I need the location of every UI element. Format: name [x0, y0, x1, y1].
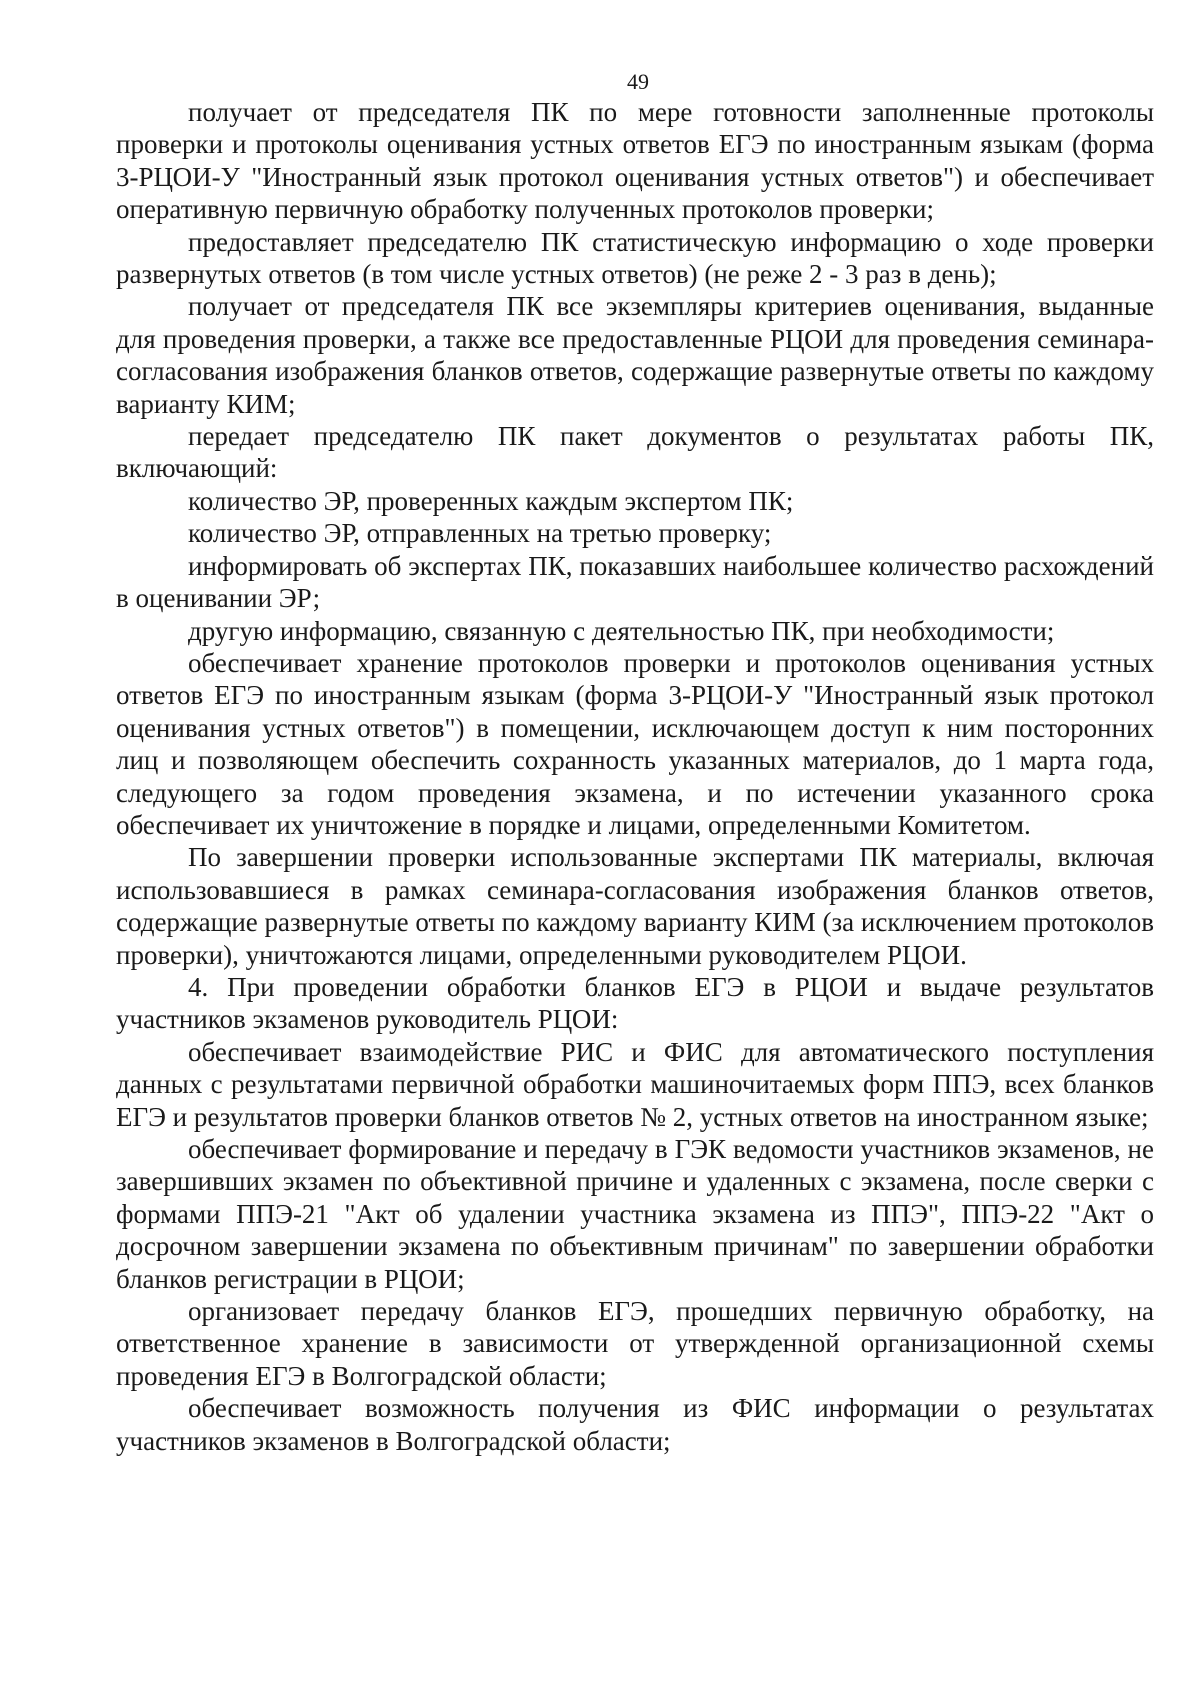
paragraph: количество ЭР, проверенных каждым экспертом ПК; [188, 485, 794, 516]
paragraph: обеспечивает возможность получения из ФИС информации о результатах участников экзаменов в Волгоградской области; [116, 1393, 1154, 1456]
paragraph: получает от председателя ПК по мере готовности заполненные протоколы проверки и протоколы оценивания устных ответов ЕГЭ по иностранным языкам (форма 3-РЦОИ-У "Иностранный язык протокол оценивания устных ответов") и обеспечивает оперативную первичную обработку полученных протоколов проверки; [116, 97, 1154, 225]
paragraph: другую информацию, связанную с деятельностью ПК, при необходимости; [188, 615, 1055, 646]
paragraph: обеспечивает взаимодействие РИС и ФИС для автоматического поступления данных с результатами первичной обработки машиночитаемых форм ППЭ, всех бланков ЕГЭ и результатов проверки бланков ответов № 2, устных ответов на иностранном языке; [116, 1036, 1154, 1132]
paragraph: получает от председателя ПК все экземпляры критериев оценивания, выданные для проведения проверки, а также все предоставленные РЦОИ для проведения семинара-согласования изображения бланков ответов, содержащие развернутые ответы по каждому варианту КИМ; [116, 291, 1154, 419]
paragraph: предоставляет председателю ПК статистическую информацию о ходе проверки развернутых ответов (в том числе устных ответов) (не реже 2 - 3 раз в день); [116, 226, 1154, 290]
page-number: 49 [627, 69, 649, 94]
paragraph: организовает передачу бланков ЕГЭ, прошедших первичную обработку, на ответственное хранение в зависимости от утвержденной организационной схемы проведения ЕГЭ в Волгоградской области; [116, 1296, 1154, 1391]
paragraph: передает председателю ПК пакет документов о результатах работы ПК, включающий: [116, 421, 1154, 484]
paragraph: 4. При проведении обработки бланков ЕГЭ в РЦОИ и выдаче результатов участников экзаменов руководитель РЦОИ: [116, 971, 1154, 1035]
paragraph: По завершении проверки использованные экспертами ПК материалы, включая использовавшиеся в рамках семинара-согласования изображения бланков ответов, содержащие развернутые ответы по каждому варианту КИМ (за исключением протоколов проверки), уничтожаются лицами, определенными руководителем РЦОИ. [116, 842, 1154, 970]
paragraph: обеспечивает формирование и передачу в ГЭК ведомости участников экзаменов, не завершивших экзамен по объективной причине и удаленных с экзамена, после сверки с формами ППЭ-21 "Акт об удалении участника экзамена из ППЭ", ППЭ-22 "Акт о досрочном завершении экзамена по объективным причинам" по завершении обработки бланков регистрации в РЦОИ; [116, 1134, 1154, 1294]
document-page [116, 68, 1154, 1457]
paragraph: обеспечивает хранение протоколов проверки и протоколов оценивания устных ответов ЕГЭ по иностранным языкам (форма 3-РЦОИ-У "Иностранный язык протокол оценивания устных ответов") в помещении, исключающем доступ к ним посторонних лиц и позволяющем обеспечить сохранность указанных материалов, до 1 марта года, следующего за годом проведения экзамена, и по истечении указанного срока обеспечивает их уничтожение в порядке и лицами, определенными Комитетом. [116, 647, 1154, 840]
paragraph: информировать об экспертах ПК, показавших наибольшее количество расхождений в оценивании ЭР; [116, 550, 1154, 614]
paragraph: количество ЭР, отправленных на третью проверку; [188, 518, 772, 549]
